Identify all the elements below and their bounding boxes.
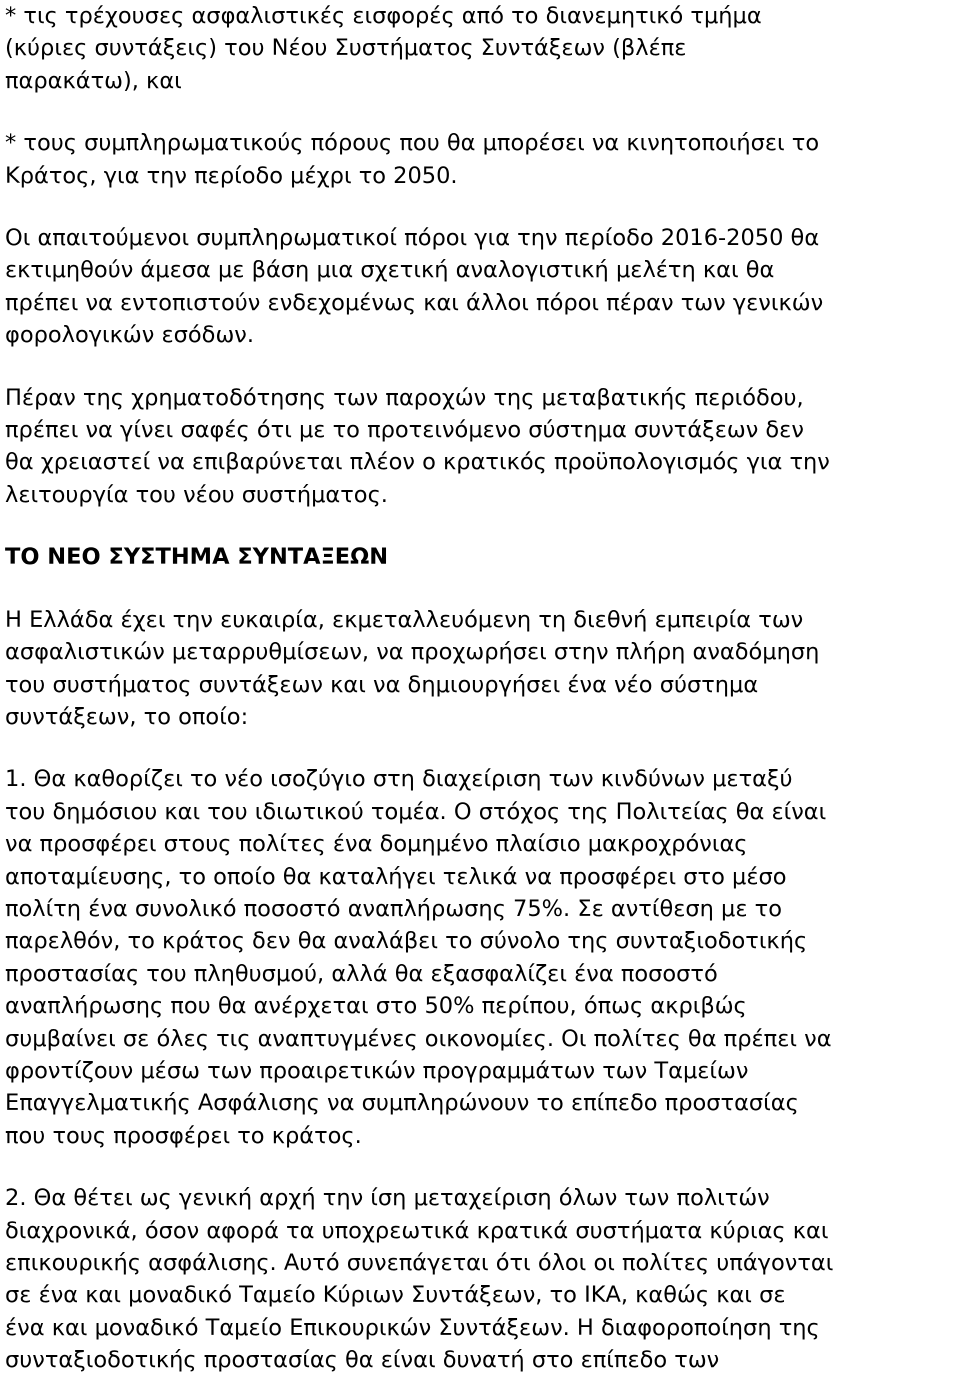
text-line: φορολογικών εσόδων. [5, 322, 255, 349]
text-line: συντάξεων, το οποίο: [5, 703, 249, 730]
text-line: πολίτη ένα συνολικό ποσοστό αναπλήρωσης 75%. Σε αντίθεση με το [5, 895, 782, 922]
text-line: * τους συμπληρωματικούς πόρους που θα μπορέσει να κινητοποιήσει το [5, 130, 820, 157]
paragraph-required-resources [5, 222, 954, 352]
text-line: Κράτος, για την περίοδο μέχρι το 2050. [5, 162, 458, 189]
text-line: σε ένα και μοναδικό Ταμείο Κύριων Συντάξεων, το ΙΚΑ, καθώς και σε [5, 1282, 786, 1309]
text-line: Επαγγελματικής Ασφάλισης να συμπληρώνουν το επίπεδο προστασίας [5, 1090, 799, 1117]
text-line: συμβαίνει σε όλες τις αναπτυγμένες οικονομίες. Οι πολίτες θα πρέπει να [5, 1025, 832, 1052]
text-line: επικουρικής ασφάλισης. Αυτό συνεπάγεται ότι όλοι οι πολίτες υπάγονται [5, 1250, 834, 1276]
text-line: ασφαλιστικών μεταρρυθμίσεων, να προχωρήσει στην πλήρη αναδόμηση [5, 639, 820, 666]
text-line: θα χρειαστεί να επιβαρύνεται πλέον ο κρατικός προϋπολογισμός για την [5, 449, 830, 476]
text-line: 2. Θα θέτει ως γενική αρχή την ίση μεταχείριση όλων των πολιτών [5, 1185, 770, 1212]
text-line: αναπλήρωσης που θα ανέρχεται στο 50% περίπου, όπως ακριβώς [5, 993, 747, 1020]
text-line: να προσφέρει στους πολίτες ένα δομημένο πλαίσιο μακροχρόνιας [5, 831, 748, 858]
text-line: του δημόσιου και του ιδιωτικού τομέα. Ο στόχος της Πολιτείας θα είναι [5, 798, 827, 825]
text-line: λειτουργία του νέου συστήματος. [5, 481, 388, 508]
text-line: 1. Θα καθορίζει το νέο ισοζύγιο στη διαχείριση των κινδύνων μεταξύ [5, 766, 793, 793]
text-line: ένα και μοναδικό Ταμείο Επικουρικών Συντάξεων. Η διαφοροποίηση της [5, 1314, 820, 1341]
text-line: αποταμίευσης, το οποίο θα καταλήγει τελικά να προσφέρει στο μέσο [5, 863, 787, 890]
text-line: προστασίας του πληθυσμού, αλλά θα εξασφαλίζει ένα ποσοστό [5, 960, 718, 987]
text-line: εκτιμηθούν άμεσα με βάση μια σχετική αναλογιστική μελέτη και θα [5, 257, 775, 284]
text-line: Οι απαιτούμενοι συμπληρωματικοί πόροι για την περίοδο 2016-2050 θα [5, 225, 820, 252]
text-line: Η Ελλάδα έχει την ευκαιρία, εκμεταλλευόμενη τη διεθνή εμπειρία των [5, 606, 804, 633]
text-line: φροντίζουν μέσω των προαιρετικών προγραμμάτων των Ταμείων [5, 1057, 749, 1084]
numbered-item-1 [5, 763, 954, 1152]
text-line: * τις τρέχουσες ασφαλιστικές εισφορές από το διανεμητικό τμήμα [5, 3, 762, 29]
text-line: πρέπει να γίνει σαφές ότι με το προτεινόμενο σύστημα συντάξεων δεν [5, 417, 804, 444]
text-line: παρελθόν, το κράτος δεν θα αναλάβει το σύνολο της συνταξιοδοτικής [5, 928, 808, 955]
text-line: συνταξιοδοτικής προστασίας θα είναι δυνατή στο επίπεδο των [5, 1347, 720, 1374]
paragraph-budget [5, 382, 954, 512]
text-line: διαχρονικά, όσον αφορά τα υποχρεωτικά κρατικά συστήματα κύριας και [5, 1217, 829, 1244]
text-line: παρακάτω), και [5, 67, 182, 94]
text-line: που τους προσφέρει το κράτος. [5, 1122, 362, 1149]
section-heading: ΤΟ ΝΕΟ ΣΥΣΤΗΜΑ ΣΥΝΤΑΞΕΩΝ [5, 544, 389, 571]
text-line: (κύριες συντάξεις) του Νέου Συστήματος Συντάξεων (βλέπε [5, 35, 687, 62]
text-line: Πέραν της χρηματοδότησης των παροχών της μεταβατικής περιόδου, [5, 384, 804, 411]
text-line: πρέπει να εντοπιστούν ενδεχομένως και άλλοι πόροι πέραν των γενικών [5, 289, 824, 316]
paragraph-opportunity [5, 604, 954, 734]
bullet-contributions [5, 0, 954, 97]
bullet-resources [5, 127, 954, 192]
numbered-item-2 [5, 1182, 954, 1376]
text-line: του συστήματος συντάξεων και να δημιουργήσει ένα νέο σύστημα [5, 671, 759, 698]
